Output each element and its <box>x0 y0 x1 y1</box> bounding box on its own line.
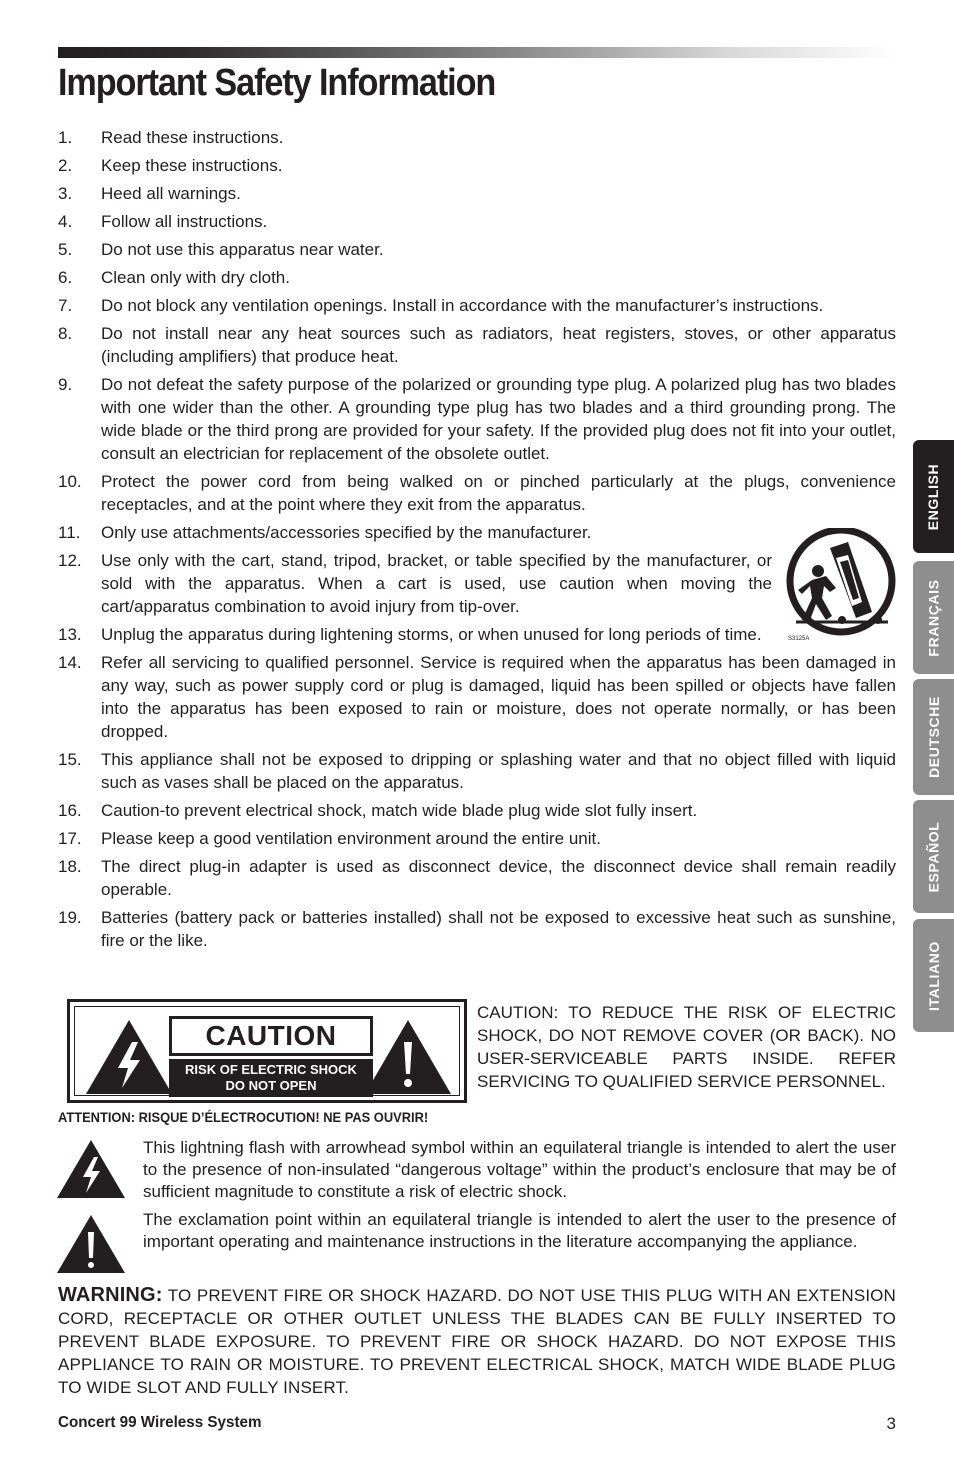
footer-product-name: Concert 99 Wireless System <box>58 1414 262 1431</box>
item-number: 19. <box>58 908 82 927</box>
list-item <box>58 322 896 368</box>
item-text: Do not install near any heat sources such as radiators, heat registers, stoves, or other apparatus (including amplifiers) that produce heat. <box>101 324 896 366</box>
item-text: Batteries (battery pack or batteries installed) shall not be exposed to excessive heat such as sunshine, fire or the like. <box>101 908 896 950</box>
tab-english[interactable] <box>913 440 954 553</box>
risk-line-2: DO NOT OPEN <box>225 1078 317 1093</box>
tab-italiano[interactable] <box>913 919 954 1032</box>
item-text: Do not use this apparatus near water. <box>101 240 384 259</box>
item-text: Caution-to prevent electrical shock, match wide blade plug wide slot fully insert. <box>101 801 698 820</box>
item-text: Heed all warnings. <box>101 184 241 203</box>
item-text: Refer all servicing to qualified personnel. Service is required when the apparatus has been damaged in any way, such as power supply cord or plug is damaged, liquid has been spilled or objects have fallen into the apparatus has been exposed to rain or moisture, does not operate normally, or has been dropped. <box>101 653 896 741</box>
list-item <box>58 238 896 261</box>
exclamation-symbol-explanation: The exclamation point within an equilateral triangle is intended to alert the user to the presence of important operating and maintenance instructions in the literature accompanying the appliance. <box>143 1210 896 1251</box>
item-number: 15. <box>58 750 82 769</box>
tab-espanol[interactable] <box>913 800 954 913</box>
caution-label-center <box>169 1016 373 1096</box>
item-text: The direct plug-in adapter is used as disconnect device, the disconnect device shall remain readily operable. <box>101 857 896 899</box>
list-item <box>58 373 896 465</box>
lightning-triangle-icon <box>84 1018 174 1096</box>
exclamation-triangle-icon <box>363 1018 453 1096</box>
item-number: 17. <box>58 829 82 848</box>
tab-label: ESPAÑOL <box>925 821 942 892</box>
item-number: 9. <box>58 375 73 394</box>
item-text: Follow all instructions. <box>101 212 268 231</box>
item-text: Use only with the cart, stand, tripod, bracket, or table specified by the manufacturer, or sold with the apparatus. When a cart is used, use caution when moving the cart/apparatus combination to avoid injury from tip-over. <box>101 551 772 616</box>
item-text: Protect the power cord from being walked on or pinched particularly at the plugs, convenience receptacles, and at the point where they exit from the apparatus. <box>101 472 896 514</box>
item-number: 8. <box>58 324 73 343</box>
cart-tip-over-warning-icon <box>782 528 898 644</box>
caution-label-inner-border <box>74 1006 460 1096</box>
list-item <box>58 294 896 317</box>
caution-label <box>67 999 467 1103</box>
item-text: Please keep a good ventilation environment around the entire unit. <box>101 829 601 848</box>
risk-of-shock-banner <box>169 1059 373 1097</box>
item-text: Read these instructions. <box>101 128 284 147</box>
warning-paragraph <box>58 1284 896 1399</box>
item-text: Do not block any ventilation openings. Install in accordance with the manufacturer’s instructions. <box>101 296 824 315</box>
list-item <box>58 182 896 205</box>
caution-text: CAUTION: TO REDUCE THE RISK OF ELECTRIC SHOCK, DO NOT REMOVE COVER (OR BACK). NO USER-SERVICEABLE PARTS INSIDE. REFER SERVICING TO QUALIFIED SERVICE PERSONNEL. <box>477 1003 896 1091</box>
list-item <box>58 521 896 544</box>
list-item <box>58 623 896 646</box>
tab-label: ENGLISH <box>925 463 942 530</box>
item-number: 5. <box>58 240 73 259</box>
list-item <box>58 855 896 901</box>
item-text: Clean only with dry cloth. <box>101 268 290 287</box>
page-title: Important Safety Information <box>58 62 496 104</box>
item-text: This appliance shall not be exposed to dripping or splashing water and that no object filled with liquid such as vases shall be placed on the apparatus. <box>101 750 896 792</box>
item-text: Keep these instructions. <box>101 156 283 175</box>
item-text: Do not defeat the safety purpose of the polarized or grounding type plug. A polarized plug has two blades with one wider than the other. A grounding type plug has two blades and a third grounding prong. The wide blade or the third prong are provided for your safety. If the provided plug does not fit into your outlet, consult an electrician for replacement of the obsolete outlet. <box>101 375 896 463</box>
list-item <box>58 470 896 516</box>
list-item <box>58 748 896 794</box>
header-gradient-bar <box>58 47 896 58</box>
cart-symbol-code: S3125A <box>788 636 810 642</box>
tab-deutsche[interactable] <box>913 679 954 795</box>
list-item <box>58 266 896 289</box>
item-number: 3. <box>58 184 73 203</box>
item-text: Unplug the apparatus during lightening storms, or when unused for long periods of time. <box>101 625 762 644</box>
caution-word: CAUTION <box>169 1016 373 1056</box>
item-number: 16. <box>58 801 82 820</box>
item-text: Only use attachments/accessories specified by the manufacturer. <box>101 523 592 542</box>
item-number: 11. <box>58 523 81 542</box>
safety-instructions-list <box>58 126 896 957</box>
lightning-triangle-icon <box>56 1139 126 1199</box>
tab-label: FRANÇAIS <box>925 578 942 657</box>
list-item <box>58 799 896 822</box>
list-item <box>58 827 896 850</box>
exclamation-triangle-icon <box>56 1214 126 1274</box>
tab-francais[interactable] <box>913 561 954 674</box>
tab-label: DEUTSCHE <box>925 696 942 778</box>
item-number: 4. <box>58 212 73 231</box>
item-number: 18. <box>58 857 82 876</box>
item-number: 6. <box>58 268 73 287</box>
warning-label: WARNING: <box>58 1284 163 1306</box>
list-item <box>58 154 896 177</box>
item-number: 13. <box>58 625 82 644</box>
risk-line-1: RISK OF ELECTRIC SHOCK <box>185 1062 357 1077</box>
list-item <box>58 210 896 233</box>
tab-label: ITALIANO <box>925 940 942 1011</box>
item-number: 10. <box>58 472 82 491</box>
item-number: 1. <box>58 128 73 147</box>
item-number: 14. <box>58 653 82 672</box>
warning-text: TO PREVENT FIRE OR SHOCK HAZARD. DO NOT USE THIS PLUG WITH AN EXTENSION CORD, RECEPTACLE OR OTHER OUTLET UNLESS THE BLADES CAN BE FULLY INSERTED TO PREVENT BLADE EXPOSURE. TO PREVENT FIRE OR SHOCK HAZARD. DO NOT EXPOSE THIS APPLIANCE TO RAIN OR MOISTURE. TO PREVENT ELECTRICAL SHOCK, MATCH WIDE BLADE PLUG TO WIDE SLOT AND FULLY INSERT. <box>58 1286 896 1397</box>
list-item <box>58 906 896 952</box>
item-number: 2. <box>58 156 73 175</box>
item-number: 7. <box>58 296 73 315</box>
list-item <box>58 126 896 149</box>
page-number: 3 <box>886 1414 896 1433</box>
lightning-symbol-explanation: This lightning flash with arrowhead symbol within an equilateral triangle is intended to alert the user to the presence of non-insulated “dangerous voltage” within the product’s enclosure that may be of sufficient magnitude to constitute a risk of electric shock. <box>143 1138 896 1201</box>
attention-french-warning: ATTENTION: RISQUE D’ÉLECTROCUTION! NE PAS OUVRIR! <box>58 1109 429 1125</box>
list-item <box>58 549 896 618</box>
list-item <box>58 651 896 743</box>
item-number: 12. <box>58 551 82 570</box>
